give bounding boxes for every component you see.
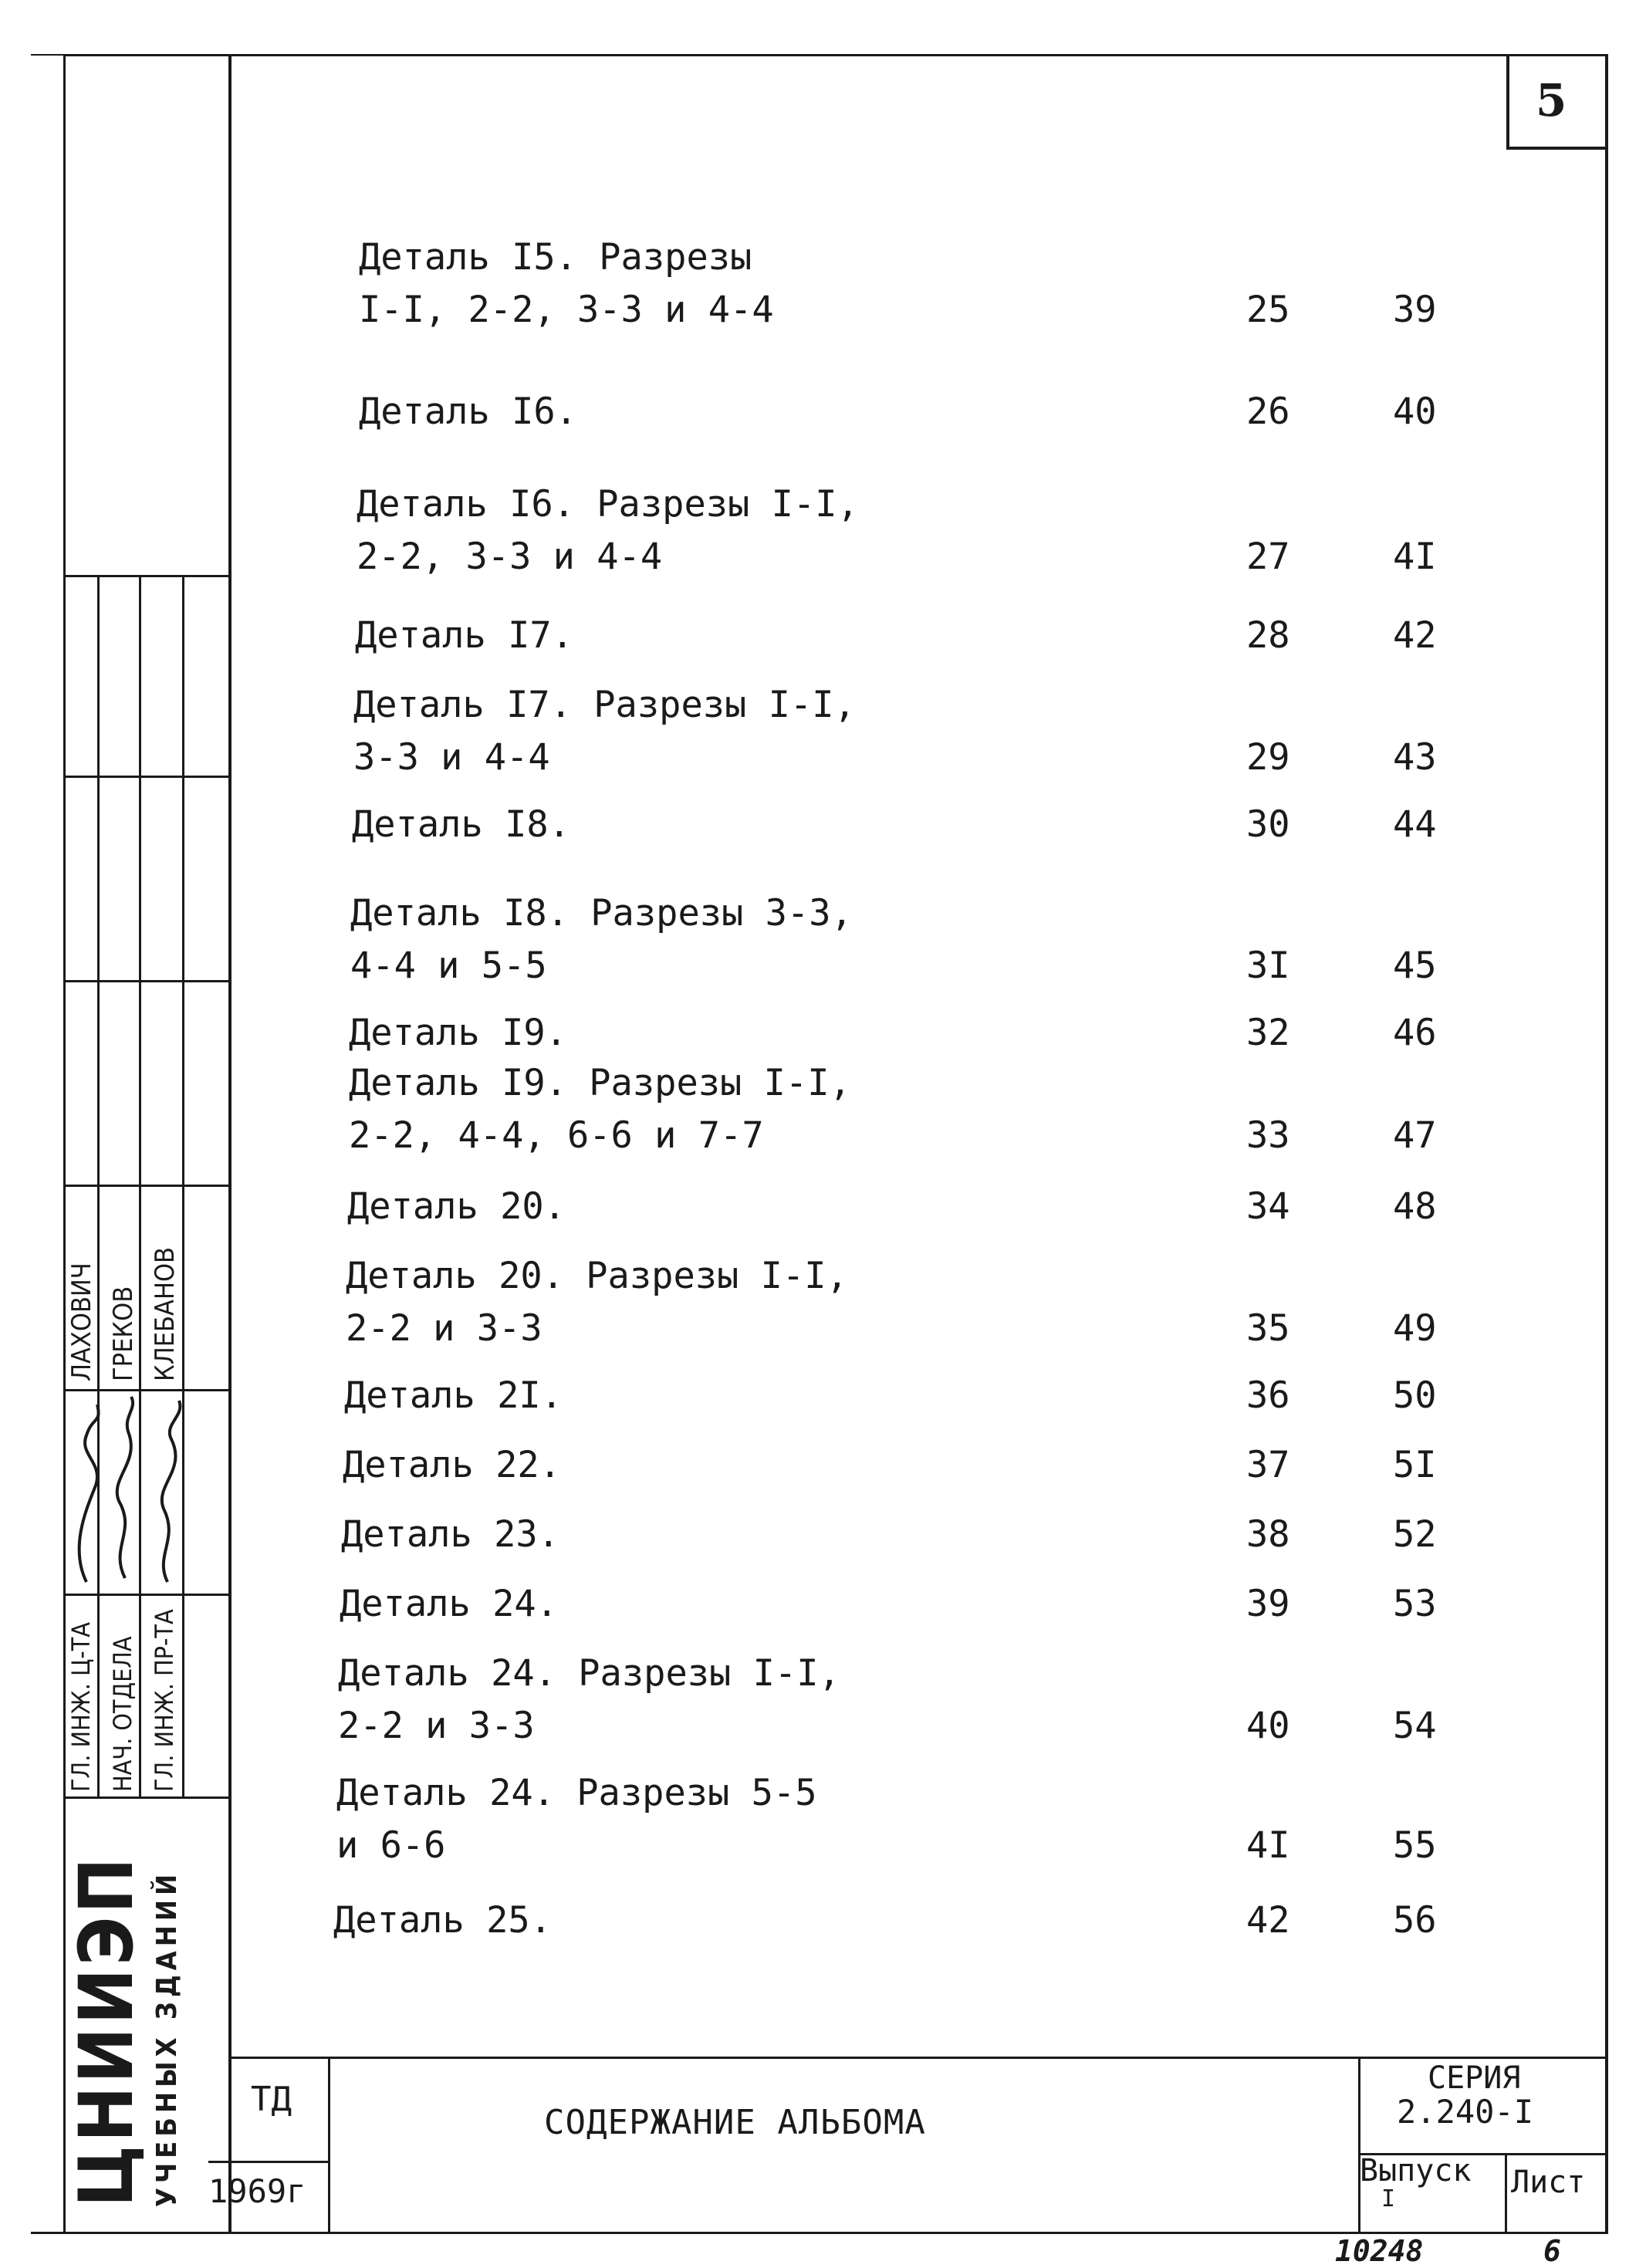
entry-title-continued: 2-2 и 3-3 — [346, 1307, 542, 1350]
title-year: 1969г — [208, 2172, 306, 2210]
entry-title-continued: и 6-6 — [336, 1824, 446, 1867]
toc-entry — [336, 1767, 1540, 1872]
stamp-role-2: НАЧ. ОТДЕЛА — [108, 1636, 137, 1792]
entry-title: Деталь 20. Разрезы I-I, — [346, 1255, 848, 1297]
title-code: ТД — [251, 2080, 292, 2119]
toc-entry — [359, 232, 1563, 336]
titleblock-top — [228, 2057, 1608, 2059]
page-number: 5 — [1536, 74, 1567, 127]
entry-page-number: 56 — [1393, 1899, 1437, 1942]
entry-title: Деталь I7. — [355, 614, 573, 657]
titleblock-v1 — [328, 2057, 330, 2234]
entry-title: Деталь I8. — [352, 803, 570, 846]
entry-title: Деталь I8. Разрезы 3-3, — [350, 892, 853, 935]
toc-entry — [347, 1181, 1551, 1233]
stamp-line-v1 — [97, 575, 100, 1796]
frame-right — [1605, 54, 1608, 2234]
toc-entry — [349, 1007, 1553, 1060]
stamp-line-v2 — [139, 575, 141, 1796]
entry-page-number: 44 — [1393, 803, 1437, 846]
titleblock-h-left — [208, 2161, 330, 2163]
entry-title-continued: 3-3 и 4-4 — [353, 736, 550, 779]
entry-page-number: 45 — [1393, 945, 1437, 987]
frame-inner-left — [228, 54, 232, 2234]
entry-sheet-number: 37 — [1246, 1444, 1290, 1486]
entry-title: Деталь 20. — [347, 1185, 566, 1228]
entry-sheet-number: 4I — [1246, 1824, 1290, 1867]
stamp-line-h5 — [63, 1389, 230, 1391]
series-label: СЕРИЯ — [1428, 2060, 1521, 2096]
entry-title: Деталь 24. Разрезы 5-5 — [336, 1772, 817, 1814]
entry-title-continued: 2-2 и 3-3 — [338, 1705, 535, 1747]
stamp-line-h3 — [63, 980, 230, 982]
entry-page-number: 49 — [1393, 1307, 1437, 1350]
entry-sheet-number: 38 — [1246, 1513, 1290, 1556]
entry-title: Деталь I9. Разрезы I-I, — [349, 1062, 851, 1104]
frame-top-left-tick — [31, 54, 65, 56]
titleblock-v2 — [1358, 2057, 1360, 2234]
sheet-label: Лист — [1511, 2165, 1586, 2200]
institute-logo: ЦНИИЭП — [63, 1854, 150, 2207]
toc-entry — [350, 887, 1554, 992]
stamp-role-3: ГЛ. ИНЖ. ПР-ТА — [150, 1609, 179, 1792]
toc-entry — [341, 1509, 1545, 1561]
stamp-line-h2 — [63, 776, 230, 778]
stamp-name-1: ЛАХОВИЧ — [66, 1262, 97, 1381]
entry-title: Деталь 25. — [333, 1899, 552, 1942]
stamp-line-h6 — [63, 1594, 230, 1596]
toc-entry — [355, 610, 1559, 662]
toc-entry — [338, 1648, 1542, 1753]
entry-page-number: 42 — [1393, 614, 1437, 657]
stamp-line-h1 — [63, 575, 230, 577]
sheet-number: 6 — [1543, 2234, 1561, 2268]
titleblock-v3 — [1505, 2153, 1507, 2234]
entry-page-number: 40 — [1393, 390, 1437, 433]
entry-sheet-number: 3I — [1246, 945, 1290, 987]
toc-entry — [333, 1895, 1537, 1947]
entry-sheet-number: 35 — [1246, 1307, 1290, 1350]
entry-title: Деталь I7. Разрезы I-I, — [353, 684, 856, 726]
entry-page-number: 46 — [1393, 1012, 1437, 1054]
entry-page-number: 52 — [1393, 1513, 1437, 1556]
entry-page-number: 48 — [1393, 1185, 1437, 1228]
entry-title: Деталь 22. — [343, 1444, 561, 1486]
entry-title: Деталь I6. Разрезы I-I, — [357, 483, 859, 526]
entry-sheet-number: 29 — [1246, 736, 1290, 779]
toc-entry — [353, 679, 1557, 784]
toc-entry — [346, 1250, 1550, 1355]
entry-title: Деталь 2I. — [344, 1374, 563, 1417]
stamp-role-1: ГЛ. ИНЖ. Ц-ТА — [66, 1622, 96, 1792]
stamp-name-2: ГРЕКОВ — [108, 1286, 139, 1381]
toc-entry — [352, 799, 1556, 851]
entry-title-continued: 2-2, 4-4, 6-6 и 7-7 — [349, 1114, 764, 1157]
entry-title: Деталь I9. — [349, 1012, 567, 1054]
entry-title: Деталь 24. — [340, 1583, 558, 1625]
issue-label: Выпуск — [1360, 2153, 1472, 2189]
entry-page-number: 47 — [1393, 1114, 1437, 1157]
stamp-line-h7 — [63, 1796, 230, 1799]
frame-top — [63, 54, 1607, 56]
entry-sheet-number: 34 — [1246, 1185, 1290, 1228]
toc-entry — [343, 1439, 1546, 1492]
series-value: 2.240-I — [1397, 2093, 1534, 2131]
entry-title: Деталь I6. — [359, 390, 577, 433]
album-title: СОДЕРЖАНИЕ АЛЬБОМА — [544, 2103, 926, 2142]
entry-sheet-number: 42 — [1246, 1899, 1290, 1942]
entry-sheet-number: 33 — [1246, 1114, 1290, 1157]
toc-entry — [344, 1370, 1548, 1422]
archive-number: 10248 — [1335, 2234, 1424, 2268]
entry-sheet-number: 26 — [1246, 390, 1290, 433]
toc-entry — [357, 478, 1560, 583]
entry-sheet-number: 32 — [1246, 1012, 1290, 1054]
entry-sheet-number: 27 — [1246, 536, 1290, 578]
entry-sheet-number: 30 — [1246, 803, 1290, 846]
toc-entry — [349, 1057, 1553, 1162]
signatures — [63, 1393, 230, 1590]
entry-page-number: 54 — [1393, 1705, 1437, 1747]
entry-page-number: 4I — [1393, 536, 1437, 578]
issue-value: I — [1381, 2185, 1396, 2212]
entry-title-continued: I-I, 2-2, 3-3 и 4-4 — [359, 289, 774, 331]
stamp-name-3: КЛЕБАНОВ — [150, 1246, 181, 1381]
entry-sheet-number: 25 — [1246, 289, 1290, 331]
toc-entry — [340, 1578, 1543, 1631]
entry-sheet-number: 40 — [1246, 1705, 1290, 1747]
toc-entry — [359, 386, 1563, 438]
entry-sheet-number: 39 — [1246, 1583, 1290, 1625]
entry-title: Деталь 24. Разрезы I-I, — [338, 1652, 840, 1695]
entry-page-number: 53 — [1393, 1583, 1437, 1625]
entry-sheet-number: 36 — [1246, 1374, 1290, 1417]
entry-title-continued: 2-2, 3-3 и 4-4 — [357, 536, 663, 578]
entry-page-number: 50 — [1393, 1374, 1437, 1417]
stamp-line-h4 — [63, 1185, 230, 1187]
stamp-line-v3 — [182, 575, 184, 1796]
entry-page-number: 43 — [1393, 736, 1437, 779]
entry-page-number: 39 — [1393, 289, 1437, 331]
entry-title: Деталь I5. Разрезы — [359, 236, 752, 279]
entry-page-number: 5I — [1393, 1444, 1437, 1486]
entry-page-number: 55 — [1393, 1824, 1437, 1867]
institute-subtitle: УЧЕБНЫХ ЗДАНИЙ — [151, 1869, 183, 2207]
entry-title-continued: 4-4 и 5-5 — [350, 945, 547, 987]
entry-sheet-number: 28 — [1246, 614, 1290, 657]
entry-title: Деталь 23. — [341, 1513, 559, 1556]
